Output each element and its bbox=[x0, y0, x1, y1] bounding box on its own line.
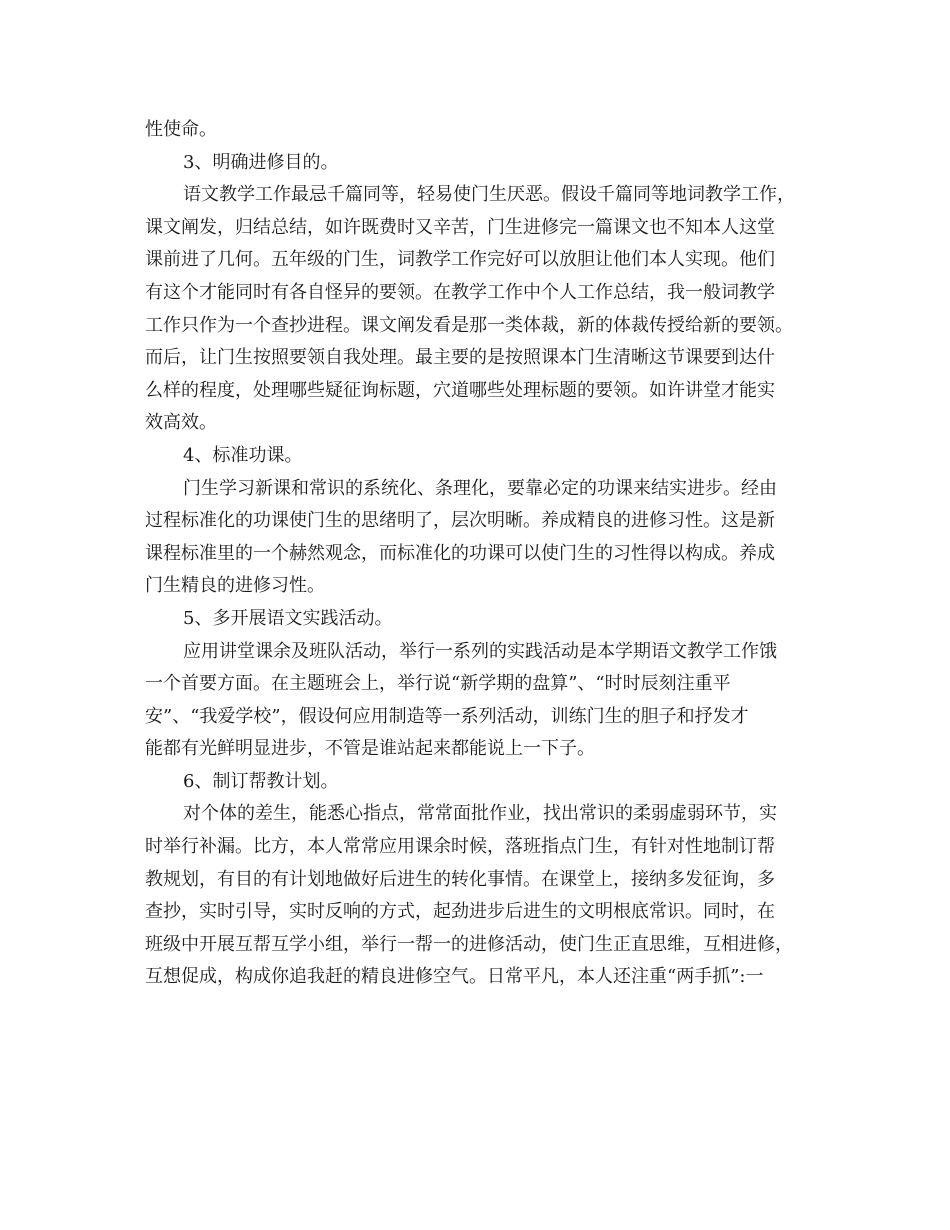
text-line: 性使命。 bbox=[145, 119, 217, 140]
text-line: 课文阐发，归结总结，如许既费时又辛苦，门生进修完一篇课文也不知本人这堂 bbox=[145, 216, 775, 238]
text-line: 3、明确进修目的。 bbox=[183, 151, 339, 173]
text-line: 课程标准里的一个赫然观念，而标准化的功课可以使门生的习性得以构成。养成 bbox=[145, 542, 775, 564]
text-line: 4、标准功课。 bbox=[183, 444, 303, 466]
text-line: 语文教学工作最忌千篇同等，轻易使门生厌恶。假设千篇同等地词教学工作， bbox=[183, 184, 795, 206]
text-line: 6、制订帮教计划。 bbox=[183, 770, 339, 792]
text-line: 互想促成，构成你追我赶的精良进修空气。日常平凡，本人还注重“两手抓”:一 bbox=[145, 966, 764, 988]
text-line: 课前进了几何。五年级的门生，词教学工作完好可以放胆让他们本人实现。他们 bbox=[145, 249, 775, 271]
text-line: 门生学习新课和常识的系统化、条理化，要靠必定的功课来结实进步。经由 bbox=[183, 477, 777, 499]
text-line: 效高效。 bbox=[145, 412, 217, 434]
text-line: 查抄，实时引导，实时反响的方式，起劲进步后进生的文明根底常识。同时，在 bbox=[145, 901, 775, 923]
text-line: 班级中开展互帮互学小组，举行一帮一的进修活动，使门生正直思维，互相进修， bbox=[145, 933, 793, 955]
text-line: 时举行补漏。比方，本人常常应用课余时候，落班指点门生，有针对性地制订帮 bbox=[145, 836, 775, 858]
text-line: 教规划，有目的有计划地做好后进生的转化事情。在课堂上，接纳多发征询，多 bbox=[145, 868, 775, 890]
text-line: 而后，让门生按照要领自我处理。最主要的是按照课本门生清晰这节课要到达什 bbox=[145, 347, 775, 369]
text-line: 应用讲堂课余及班队活动，举行一系列的实践活动是本学期语文教学工作饿 bbox=[183, 640, 777, 662]
document-body bbox=[145, 114, 805, 994]
text-line: 能都有光鲜明显进步，不管是谁站起来都能说上一下子。 bbox=[145, 738, 595, 760]
text-line: 门生精良的进修习性。 bbox=[145, 575, 325, 597]
text-line: 工作只作为一个查抄进程。课文阐发看是那一类体裁，新的体裁传授给新的要领。 bbox=[145, 314, 793, 336]
text-line: 么样的程度，处理哪些疑征询标题，穴道哪些处理标题的要领。如许讲堂才能实 bbox=[145, 379, 775, 401]
text-line: 对个体的差生，能悉心指点，常常面批作业，找出常识的柔弱虚弱环节，实 bbox=[183, 803, 777, 825]
text-line: 安”、“我爱学校”，假设何应用制造等一系列活动，训练门生的胆子和抒发才 bbox=[145, 705, 749, 727]
text-line: 一个首要方面。在主题班会上，举行说“新学期的盘算”、“时时辰刻注重平 bbox=[145, 673, 731, 695]
text-line: 5、多开展语文实践活动。 bbox=[183, 607, 393, 629]
text-line: 有这个才能同时有各自怪异的要领。在教学工作中个人工作总结，我一般词教学 bbox=[145, 281, 775, 303]
text-line: 过程标准化的功课使门生的思绪明了，层次明晰。养成精良的进修习性。这是新 bbox=[145, 510, 775, 532]
